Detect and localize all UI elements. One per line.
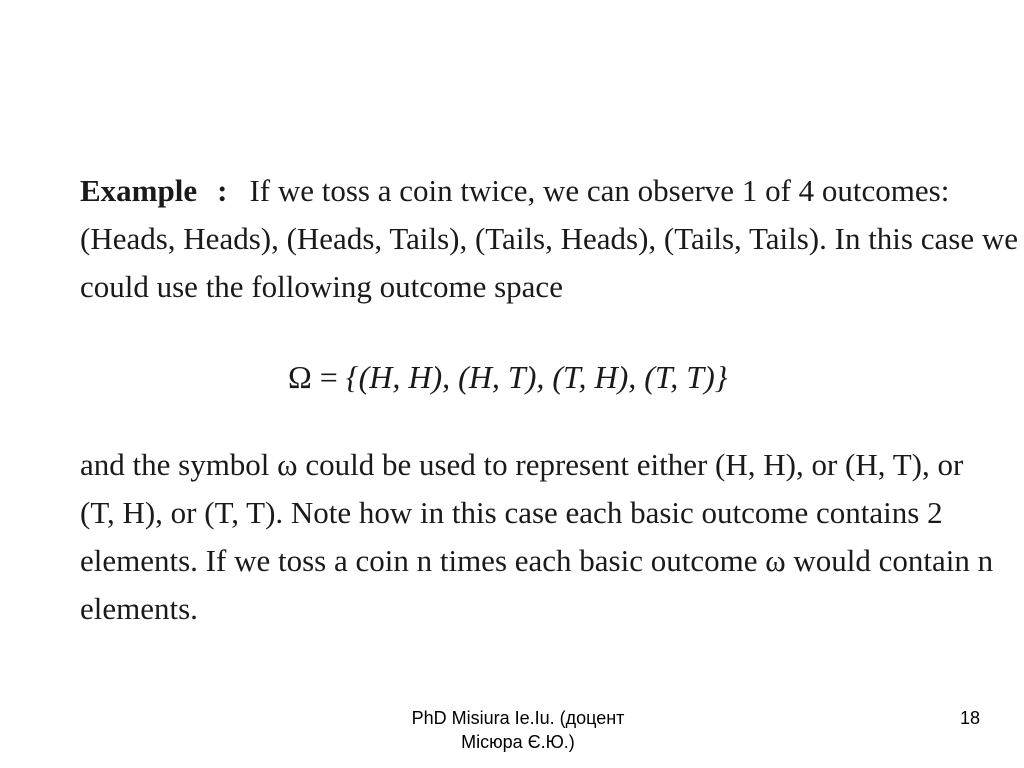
closing-line-2: (T, H), or (T, T). Note how in this case each basic outcome contains 2 — [80, 495, 943, 530]
footer-author-line-2: Місюра Є.Ю.) — [461, 732, 575, 752]
formula-equals: = — [311, 359, 346, 395]
closing-paragraph — [80, 441, 994, 633]
example-label: Example — [80, 173, 198, 208]
closing-line-1: and the symbol ω could be used to represent either (H, H), or (H, T), or — [80, 447, 964, 482]
slide-content — [80, 167, 1018, 633]
footer-author-line-1: PhD Misiura Ie.Iu. (доцент — [411, 708, 625, 728]
example-text-line-3: could use the following outcome space — [80, 269, 563, 304]
example-colon: : — [217, 173, 228, 208]
closing-line-4: elements. — [80, 591, 198, 626]
formula-lhs: Ω — [288, 359, 312, 395]
formula-rhs: {(H, H), (H, T), (T, H), (T, T)} — [345, 359, 728, 395]
footer-author — [378, 706, 658, 754]
example-paragraph — [80, 167, 1018, 311]
example-line-1 — [80, 167, 960, 215]
example-text-line-2: (Heads, Heads), (Heads, Tails), (Tails, Heads), (Tails, Tails). In this case we — [80, 221, 1018, 256]
outcome-space-formula — [80, 353, 960, 401]
example-text-line-1: If we toss a coin twice, we can observe 1 of 4 outcomes: — [249, 173, 950, 208]
page-number: 18 — [959, 708, 980, 728]
closing-line-3: elements. If we toss a coin n times each basic outcome ω would contain n — [80, 543, 994, 578]
